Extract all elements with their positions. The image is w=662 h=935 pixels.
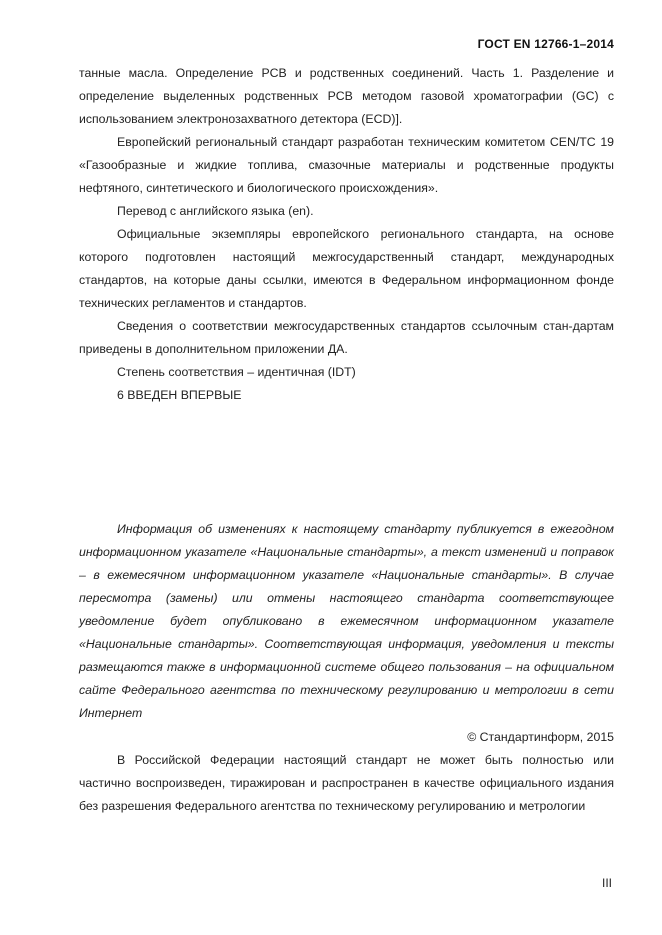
paragraph-committee: Европейский региональный стандарт разработан техническим комитетом CEN/TC 19 «Газообразные и жидкие топлива, смазочные материалы и родственные продукты нефтяного, синтетического и биологического происхождения». <box>79 135 614 195</box>
rights-notice-block <box>79 749 614 818</box>
page-number: III <box>601 876 612 890</box>
standard-code-header: ГОСТ EN 12766-1–2014 <box>477 37 614 51</box>
copyright-line: © Стандартинформ, 2015 <box>467 730 614 744</box>
info-notice-block <box>79 518 614 725</box>
paragraph-introduced-first: 6 ВВЕДЕН ВПЕРВЫЕ <box>117 388 242 402</box>
paragraph-translation: Перевод с английского языка (en). <box>117 204 314 218</box>
info-notice-text: Информация об изменениях к настоящему стандарту публикуется в ежегодном информационном указателе «Национальные стандарты», а текст изменений и поправок – в ежемесячном информационном указателе «Национальные стандарты». В случае пересмотра (замены) или отмены настоящего стандарта соответствующее уведомление будет опубликовано в ежемесячном информационном указателе «Национальные стандарты». Соответствующая информация, уведомления и тексты размещаются также в информационной системе общего пользования – на официальном сайте Федерального агентства по техническому регулированию и метрологии в сети Интернет <box>79 522 614 720</box>
rights-notice-text: В Российской Федерации настоящий стандарт не может быть полностью или частично воспроизведен, тиражирован и распространен в качестве официального издания без разрешения Федерального агентства по техническому регулированию и метрологии <box>79 753 614 813</box>
paragraph-title-continuation: танные масла. Определение PCB и родственных соединений. Часть 1. Разделение и определение выделенных родственных PCB методом газовой хроматографии (GC) с использованием электронозахватного детектора (ECD)]. <box>79 66 614 126</box>
paragraph-degree-of-conformity: Степень соответствия – идентичная (IDT) <box>117 365 356 379</box>
paragraph-official-copies: Официальные экземпляры европейского регионального стандарта, на основе которого подготовлен настоящий межгосударственный стандарт, международных стандартов, на которые даны ссылки, имеются в Федеральном информационном фонде технических регламентов и стандартов. <box>79 227 614 310</box>
main-text-block <box>79 62 614 407</box>
paragraph-conformity-info: Сведения о соответствии межгосударственных стандартов ссылочным стан-дартам приведены в дополнительном приложении ДА. <box>79 319 614 356</box>
